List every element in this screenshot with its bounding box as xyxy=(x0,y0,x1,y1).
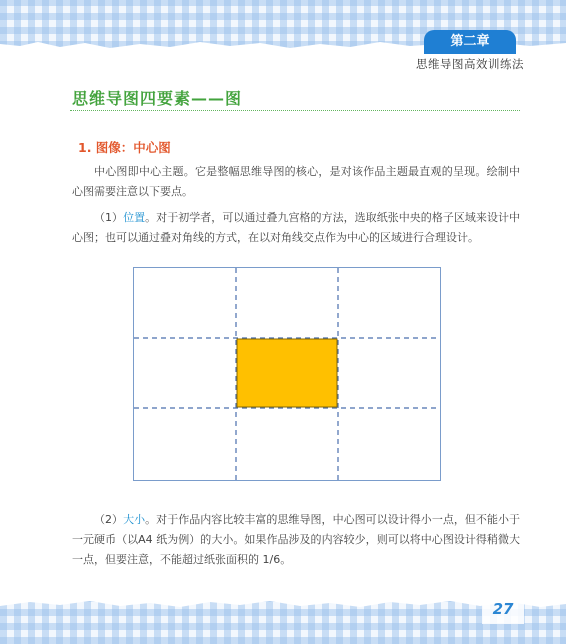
center-cell-highlight xyxy=(237,339,337,407)
page-number: 27 xyxy=(492,600,514,618)
chapter-tab: 第二章 xyxy=(424,30,516,54)
nine-grid-figure xyxy=(133,267,441,481)
page-title: 思维导图四要素——图 xyxy=(72,89,243,108)
paragraph-position-text: 。对于初学者，可以通过叠九宫格的方法，选取纸张中央的格子区域来设计中心图；也可以通过叠对角线的方式，在以对角线交点作为中心的区域进行合理设计。 xyxy=(72,211,521,244)
chapter-subtitle: 思维导图高效训练法 xyxy=(416,57,524,71)
paragraph-size-text: 。对于作品内容比较丰富的思维导图，中心图可以设计得小一点，但不能小于一元硬币（以A4 纸为例）的大小。如果作品涉及的内容较少，则可以将中心图设计得稍微大一点，但要注意，不能超过纸张面积的 1/6。 xyxy=(72,513,521,566)
keyword-size: 大小 xyxy=(123,513,146,526)
paragraph-size xyxy=(72,510,520,570)
section-heading: 1. 图像：中心图 xyxy=(78,140,171,155)
paragraph-size-prefix: （2） xyxy=(94,513,124,526)
paragraph-position-prefix: （1） xyxy=(94,211,124,224)
keyword-position: 位置 xyxy=(123,211,146,224)
title-divider xyxy=(70,110,520,111)
paragraph-intro: 中心图即中心主题。它是整幅思维导图的核心，是对该作品主题最直观的呈现。绘制中心图需要注意以下要点。 xyxy=(72,165,520,198)
paragraph-position xyxy=(72,208,520,248)
